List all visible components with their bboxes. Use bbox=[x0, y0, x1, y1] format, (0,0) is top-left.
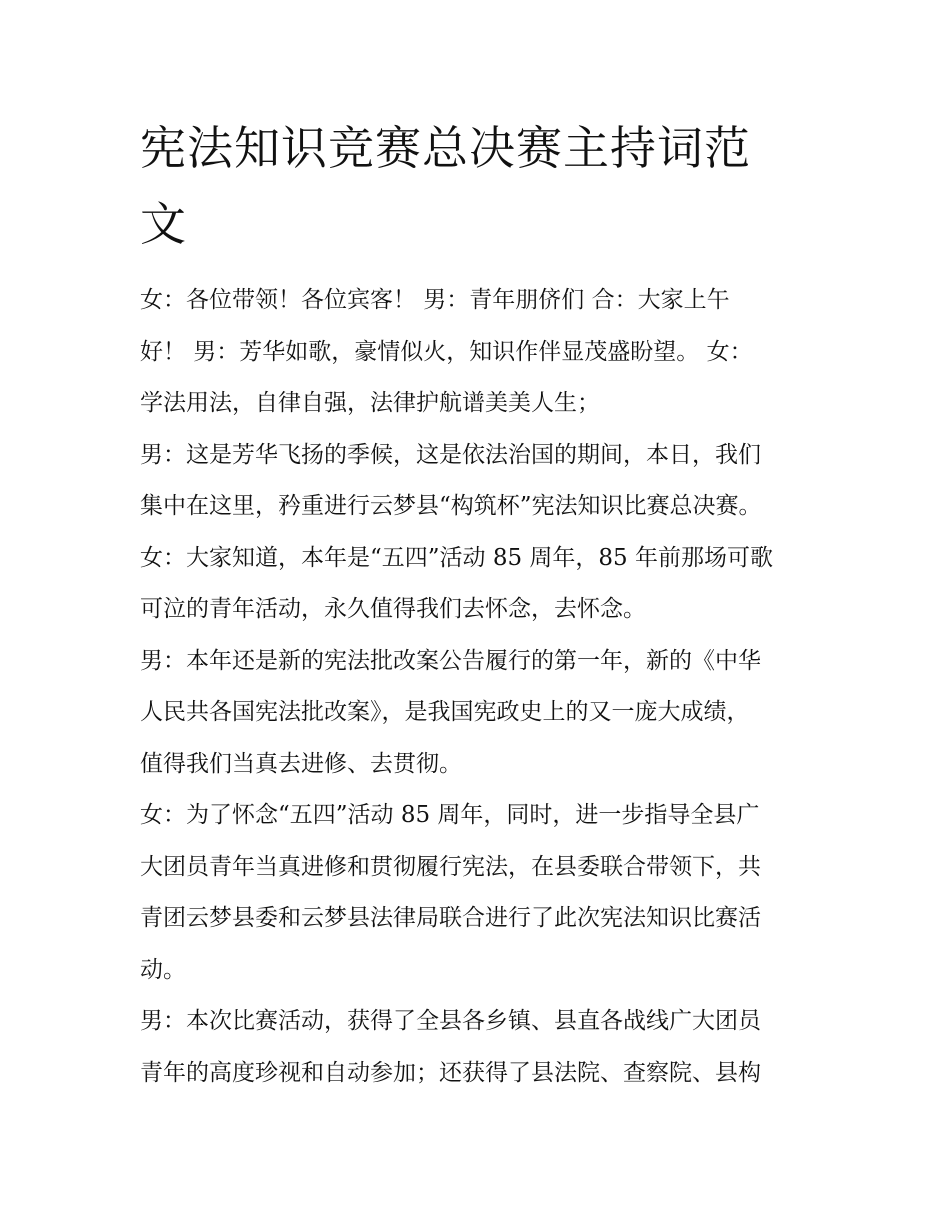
text-line: 好！ 男：芳华如歌，豪情似火，知识作伴显茂盛盼望。 女： bbox=[140, 338, 753, 365]
text-line: 学法用法，自律自强，法律护航谱美美人生； bbox=[140, 390, 600, 416]
text-line: 男：本年还是新的宪法批改案公告履行的第一年，新的《中华 bbox=[140, 647, 761, 674]
text-line: 青年的高度珍视和自动参加；还获得了县法院、查察院、县构 bbox=[140, 1059, 761, 1086]
text-line: 男：本次比赛活动，获得了全县各乡镇、县直各战线广大团员 bbox=[140, 1008, 761, 1034]
text-line: 集中在这里，矜重进行云梦县“构筑杯”宪法知识比赛总决赛。 bbox=[140, 493, 762, 519]
paragraph bbox=[140, 275, 830, 430]
paragraph bbox=[140, 790, 830, 996]
document-body bbox=[140, 275, 830, 1099]
document-title bbox=[140, 110, 820, 262]
text-line: 可泣的青年活动，永久值得我们去怀念，去怀念。 bbox=[140, 596, 646, 622]
text-line: 大团员青年当真进修和贯彻履行宪法，在县委联合带领下，共 bbox=[140, 853, 761, 880]
text-line: 女：各位带领！各位宾客！ 男：青年朋侪们 合：大家上午 bbox=[140, 287, 730, 313]
text-line: 女：大家知道，本年是“五四”活动 85 周年，85 年前那场可歌 bbox=[140, 544, 773, 571]
text-line: 女：为了怀念“五四”活动 85 周年，同时，进一步指导全县广 bbox=[140, 802, 760, 828]
text-line: 值得我们当真去进修、去贯彻。 bbox=[140, 750, 462, 777]
paragraph bbox=[140, 430, 830, 533]
paragraph bbox=[140, 636, 830, 791]
text-line: 男：这是芳华飞扬的季候，这是依法治国的期间，本日，我们 bbox=[140, 441, 761, 468]
paragraph bbox=[140, 533, 830, 636]
paragraph bbox=[140, 996, 830, 1099]
text-line: 动。 bbox=[140, 956, 186, 983]
text-line: 青团云梦县委和云梦县法律局联合进行了此次宪法知识比赛活 bbox=[140, 905, 761, 931]
title-line: 文 bbox=[140, 197, 187, 251]
title-line: 宪法知识竞赛总决赛主持词范 bbox=[140, 121, 751, 175]
text-line: 人民共各国宪法批改案》，是我国宪政史上的又一庞大成绩， bbox=[140, 699, 750, 725]
